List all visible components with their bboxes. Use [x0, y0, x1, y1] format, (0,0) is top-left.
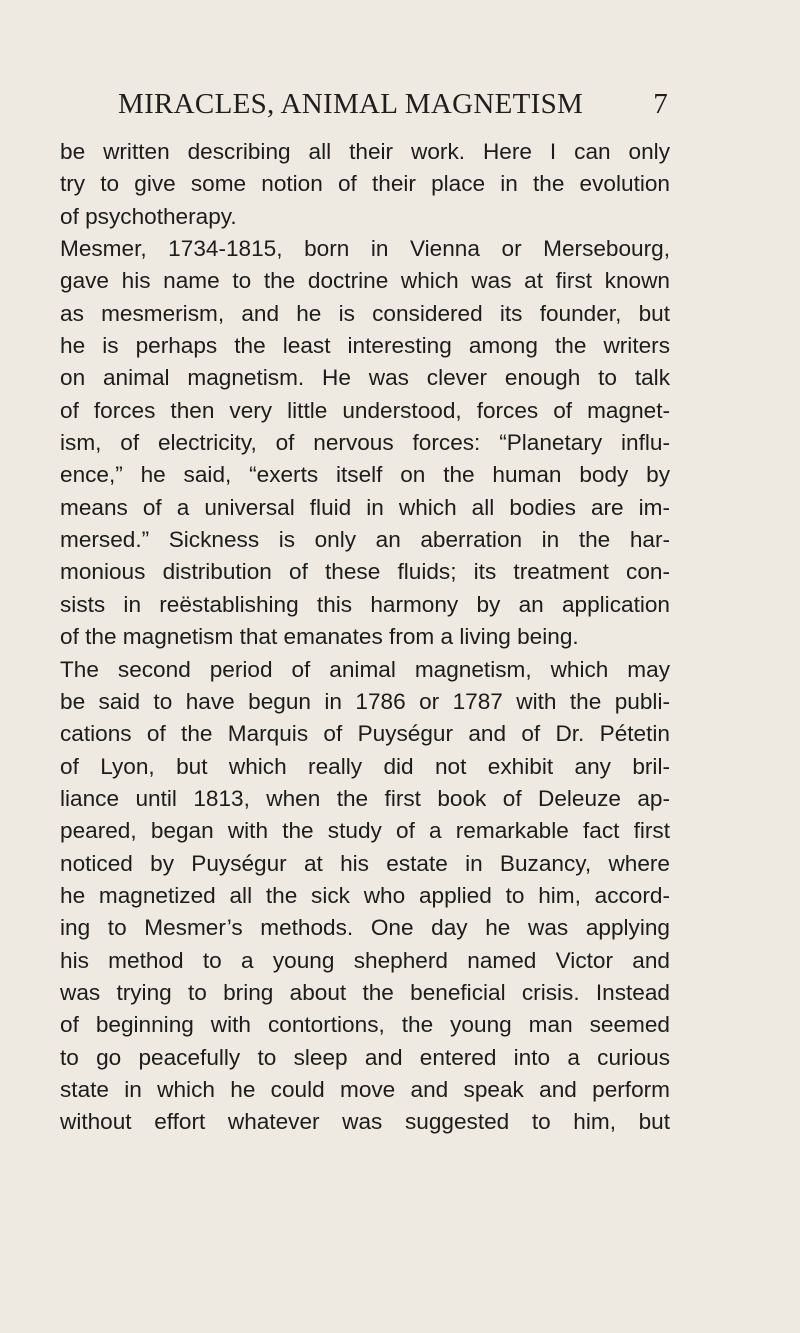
text-line: was trying to bring about the beneficial crisis. Instead: [60, 979, 670, 1005]
text-line: gave his name to the doctrine which was at first known: [60, 268, 670, 294]
text-line: as mesmerism, and he is considered its founder, but: [60, 300, 670, 326]
text-line: he is perhaps the least interesting among the writers: [60, 333, 670, 359]
text-line: without effort whatever was suggested to him, but: [60, 1109, 670, 1135]
text-line: try to give some notion of their place in the evolution: [60, 171, 670, 197]
running-title: MIRACLES, ANIMAL MAGNETISM: [118, 88, 584, 120]
text-line: of the magnetism that emanates from a living being.: [60, 624, 579, 650]
text-line: ence,” he said, “exerts itself on the human body by: [60, 462, 670, 488]
text-line: of psychotherapy.: [60, 203, 237, 229]
text-line: Mesmer, 1734-1815, born in Vienna or Mersebourg,: [60, 236, 670, 262]
text-line: sists in reëstablishing this harmony by an application: [60, 591, 670, 617]
text-line: he magnetized all the sick who applied to him, accord-: [60, 882, 670, 908]
body-text: [60, 136, 670, 1139]
text-line: be said to have begun in 1786 or 1787 with the publi-: [60, 688, 670, 714]
page-number: 7: [653, 88, 668, 120]
text-line: means of a universal fluid in which all bodies are im-: [60, 494, 670, 520]
text-line: of forces then very little understood, forces of magnet-: [60, 397, 670, 423]
text-line: on animal magnetism. He was clever enough to talk: [60, 365, 670, 391]
text-line: of Lyon, but which really did not exhibit any bril-: [60, 753, 670, 779]
running-head: [118, 88, 668, 128]
text-line: his method to a young shepherd named Victor and: [60, 947, 670, 973]
text-line: mersed.” Sickness is only an aberration in the har-: [60, 527, 670, 553]
text-line: ism, of electricity, of nervous forces: “Planetary influ-: [60, 430, 670, 456]
text-line: be written describing all their work. Here I can only: [60, 139, 670, 164]
text-line: state in which he could move and speak and perform: [60, 1076, 670, 1102]
text-line: of beginning with contortions, the young man seemed: [60, 1012, 670, 1038]
text-line: ing to Mesmer’s methods. One day he was applying: [60, 915, 670, 941]
text-line: monious distribution of these fluids; its treatment con-: [60, 559, 670, 585]
text-line: peared, began with the study of a remarkable fact first: [60, 818, 670, 844]
text-line: liance until 1813, when the first book of Deleuze ap-: [60, 785, 670, 811]
text-line: noticed by Puységur at his estate in Buzancy, where: [60, 850, 670, 876]
text-line: to go peacefully to sleep and entered into a curious: [60, 1044, 670, 1070]
text-line: The second period of animal magnetism, which may: [60, 656, 670, 682]
text-line: cations of the Marquis of Puységur and of Dr. Pétetin: [60, 721, 670, 747]
